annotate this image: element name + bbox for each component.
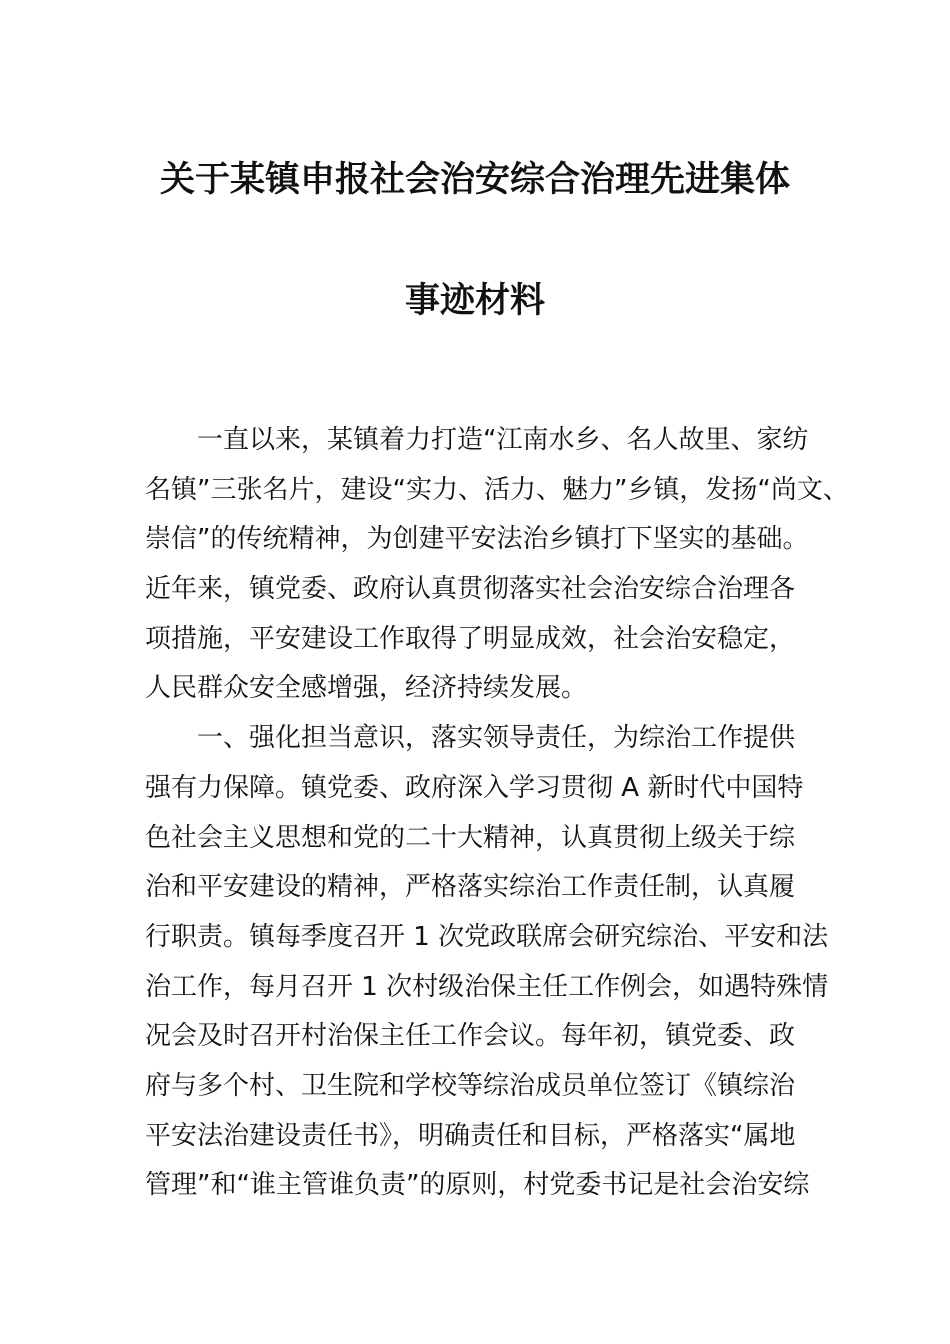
paragraph-section-one-line: 一、强化担当意识，落实领导责任，为综治工作提供 bbox=[197, 723, 796, 754]
paragraph-intro-line: 项措施，平安建设工作取得了明显成效，社会治安稳定， bbox=[145, 623, 796, 654]
paragraph-section-one-line: 管理”和“谁主管谁负责”的原则，村党委书记是社会治安综 bbox=[145, 1170, 810, 1201]
paragraph-intro-line: 人民群众安全感增强，经济持续发展。 bbox=[145, 673, 588, 704]
paragraph-section-one-line: 治和平安建设的精神，严格落实综治工作责任制，认真履 bbox=[145, 872, 796, 903]
document-title-line-1: 关于某镇申报社会治安综合治理先进集体 bbox=[159, 160, 790, 200]
paragraph-section-one-line: 治工作，每月召开 1 次村级治保主任工作例会，如遇特殊情 bbox=[145, 971, 829, 1002]
paragraph-section-one-line: 强有力保障。镇党委、政府深入学习贯彻 A 新时代中国特 bbox=[145, 772, 804, 803]
paragraph-section-one-line: 行职责。镇每季度召开 1 次党政联席会研究综治、平安和法 bbox=[145, 921, 829, 952]
paragraph-intro-line: 崇信”的传统精神，为创建平安法治乡镇打下坚实的基础。 bbox=[145, 524, 809, 555]
paragraph-section-one-line: 况会及时召开村治保主任工作会议。每年初，镇党委、政 bbox=[145, 1021, 796, 1052]
document-title-line-2: 事迹材料 bbox=[404, 281, 545, 321]
paragraph-intro-line: 名镇”三张名片，建设“实力、活力、魅力”乡镇，发扬“尚文、 bbox=[145, 474, 849, 505]
paragraph-section-one-line: 府与多个村、卫生院和学校等综治成员单位签订《镇综治 bbox=[145, 1070, 796, 1101]
document-body bbox=[145, 416, 849, 1211]
paragraph-intro-line: 近年来，镇党委、政府认真贯彻落实社会治安综合治理各 bbox=[145, 574, 796, 605]
paragraph-section-one-line: 平安法治建设责任书》，明确责任和目标，严格落实“属地 bbox=[145, 1120, 796, 1151]
paragraph-section-one-line: 色社会主义思想和党的二十大精神，认真贯彻上级关于综 bbox=[145, 822, 796, 853]
paragraph-intro-line: 一直以来，某镇着力打造“江南水乡、名人故里、家纺 bbox=[197, 425, 809, 455]
